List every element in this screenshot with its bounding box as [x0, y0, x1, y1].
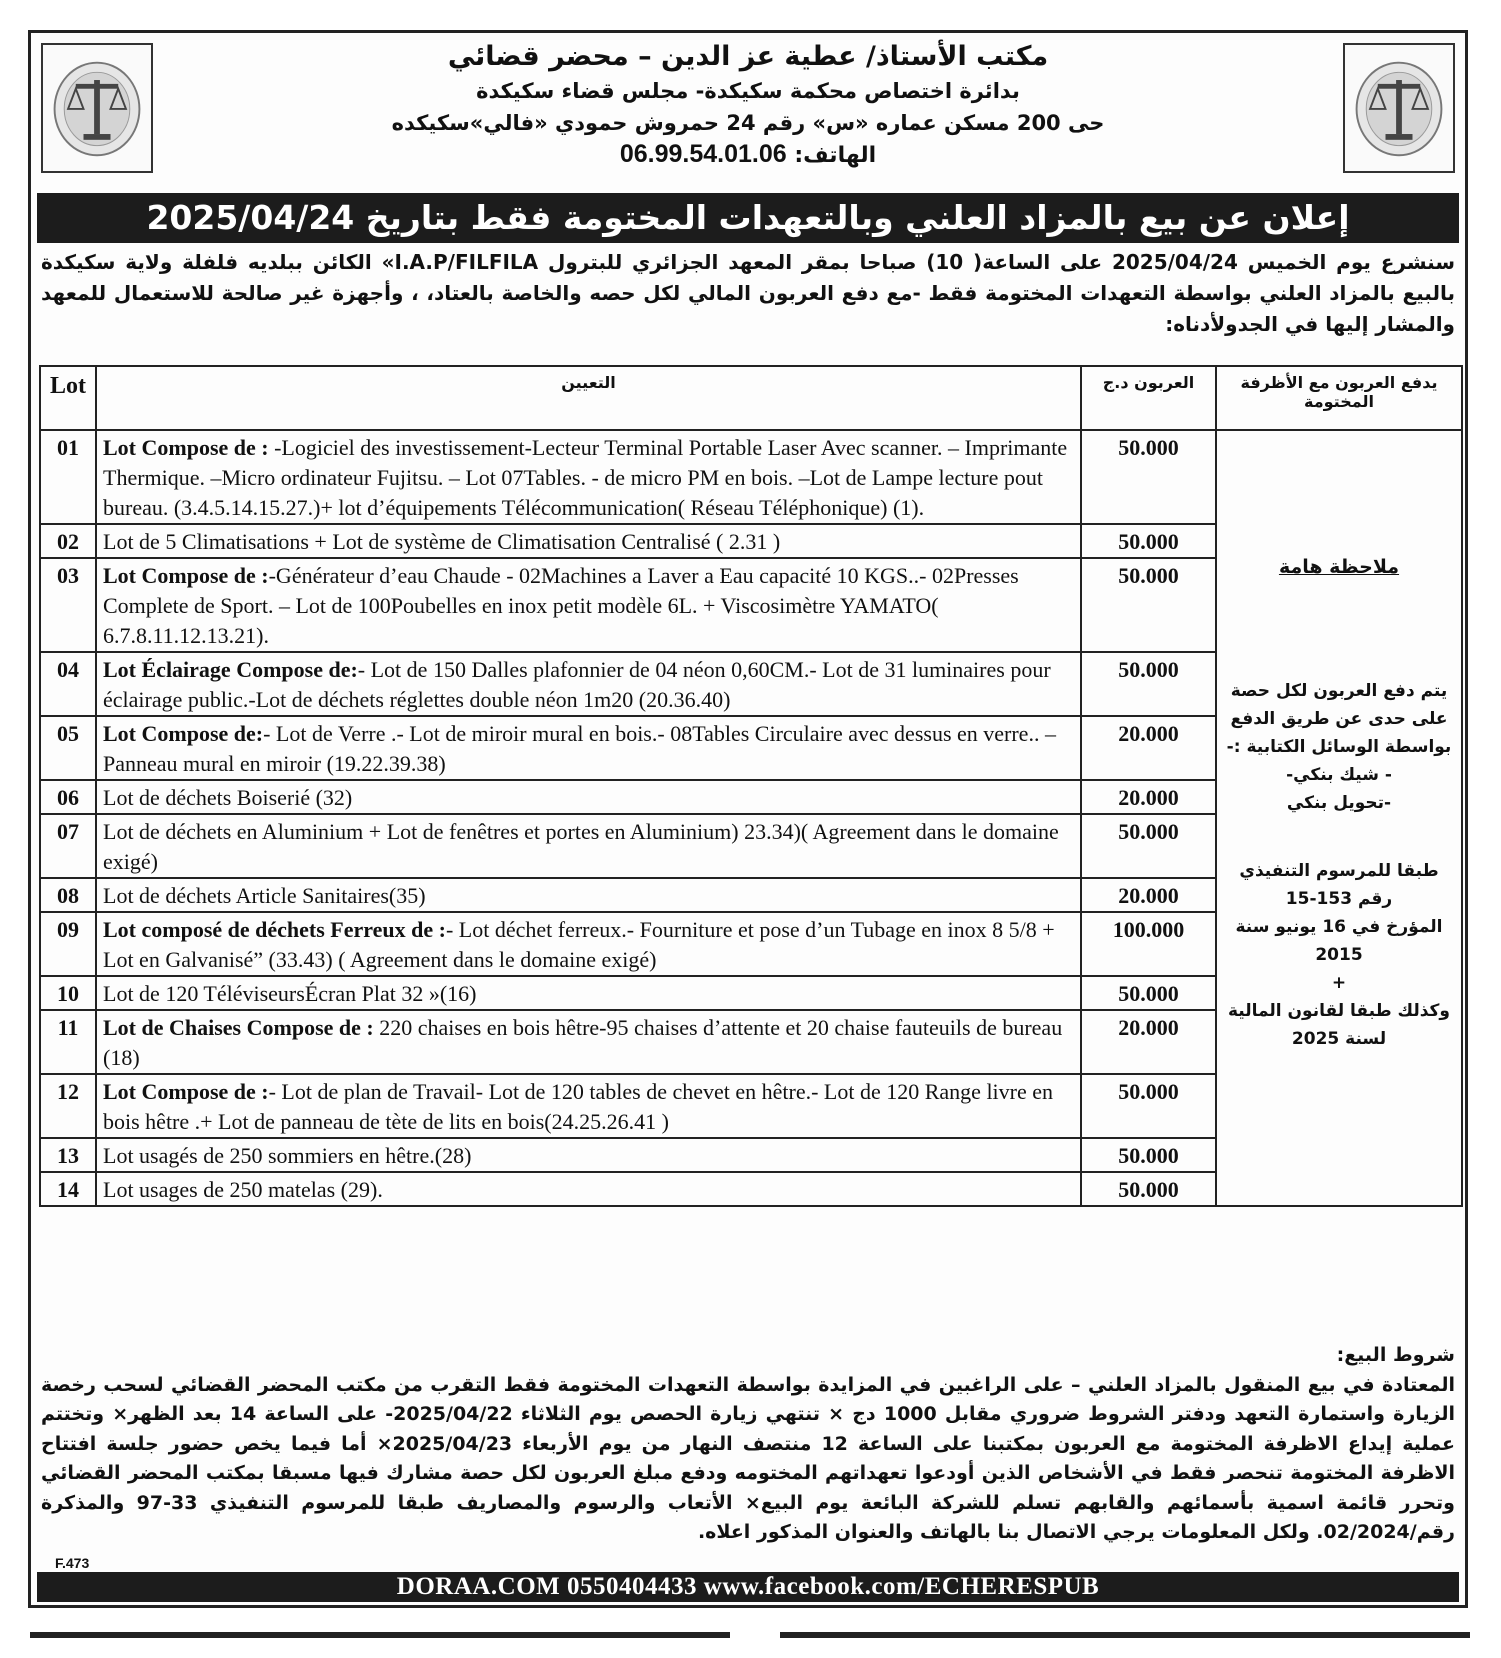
lot-number: 10 [40, 976, 96, 1010]
office-title: مكتب الأستاذ/ عطية عز الدين – محضر قضائي [447, 41, 1049, 72]
lot-description-text: - Lot de Verre .- Lot de miroir mural en bois.- 08Tables Circulaire avec dessus en verre.. –Panneau mural en miroir (19.22.39.38) [103, 721, 1056, 776]
lot-description-bold: Lot Compose de: [103, 721, 264, 746]
lot-deposit: 50.000 [1081, 814, 1216, 878]
lot-deposit: 20.000 [1081, 1010, 1216, 1074]
lot-description-text: -Logiciel des investissement-Lecteur Terminal Portable Laser Avec scanner. – Imprimante Thermique. –Micro ordinateur Fujitsu. – Lot 07Tables. - de micro PM en bois. –Lot de Lampe lecture pout bureau. (3.4.5.14.15.27.)+ lot d’équipements Télécommunication( Réseau Téléphonique) (1). [103, 435, 1068, 520]
lot-description [96, 780, 1081, 814]
phone-label: الهاتف: [794, 143, 877, 168]
lot-description-text: Lot de déchets Boiserié (32) [103, 785, 353, 810]
lot-description [96, 430, 1081, 524]
lot-description-text: - Lot de 150 Dalles plafonnier de 04 néon 0,60CM.- Lot de 31 luminaires pour éclairage public.-Lot de déchets réglettes double néon 1m20 (20.36.40) [103, 657, 1051, 712]
lot-description-text: -Générateur d’eau Chaude - 02Machines a Laver a Eau capacité 10 KGS..- 02Presses Complete de Sport. – Lot de 100Poubelles en inox petit modèle 6L. + Viscosimètre YAMATO( 6.7.8.11.12.13.21). [103, 563, 1019, 648]
office-address: حى 200 مسكن عماره «س» رقم 24 حمروش حمودي «فالي»سكيكده [391, 111, 1105, 135]
lot-deposit: 50.000 [1081, 558, 1216, 652]
intro-paragraph: سنشرع يوم الخميس 2025/04/24 على الساعة( 10) صباحا بمقر المعهد الجزائري للبترول I.A.P/FILFILA» الكائن ببلديه فلفلة ولاية سكيكدة بالبيع بالمزاد العلني بواسطة التعهدات المختومة فقط -مع دفع العربون المالي لكل حصه والخاصة بالعتاد، ، وأجهزة غير صالحة للاستعمال للمعهد والمشار إليها في الجدولأدناه: [41, 250, 1456, 336]
lot-description-bold: Lot Éclairage Compose de: [103, 657, 358, 682]
publisher-footer: DORAA.COM 0550404433 www.facebook.com/ECHERESPUB [37, 1572, 1459, 1602]
lot-description-bold: Lot Compose de : [103, 1079, 269, 1104]
office-phone-line [166, 139, 1330, 171]
lot-description [96, 1074, 1081, 1138]
lot-description-text: Lot de déchets Article Sanitaires(35) [103, 883, 426, 908]
lot-number: 13 [40, 1138, 96, 1172]
lot-number: 03 [40, 558, 96, 652]
header [31, 33, 1465, 185]
lot-number: 07 [40, 814, 96, 878]
lot-number: 02 [40, 524, 96, 558]
office-jurisdiction: بدائرة اختصاص محكمة سكيكدة- مجلس قضاء سكيكدة [476, 79, 1020, 103]
phone-number: 06.99.54.01.06 [619, 140, 787, 168]
table-header-row [40, 366, 1462, 430]
lot-description [96, 1138, 1081, 1172]
lot-number: 11 [40, 1010, 96, 1074]
lot-number: 04 [40, 652, 96, 716]
lot-description-text: Lot de 120 TéléviseursÉcran Plat 32 »(16) [103, 981, 477, 1006]
justice-scales-logo [1343, 43, 1455, 173]
lot-deposit: 20.000 [1081, 716, 1216, 780]
sale-conditions [41, 1341, 1455, 1548]
reference-code: F.473 [55, 1555, 90, 1571]
lot-deposit: 20.000 [1081, 780, 1216, 814]
lot-description-text: Lot usagés de 250 sommiers en hêtre.(28) [103, 1143, 472, 1168]
lot-description-text: 220 chaises en bois hêtre-95 chaises d’attente et 20 chaise fauteuils de bureau (18) [103, 1015, 1063, 1070]
lot-deposit: 50.000 [1081, 1074, 1216, 1138]
justice-scales-logo [41, 43, 153, 173]
conditions-title: شروط البيع: [1336, 1344, 1455, 1366]
header-payment: يدفع العربون مع الأظرفة المختومة [1216, 366, 1462, 430]
lot-number: 08 [40, 878, 96, 912]
note-title: ملاحظة هامة [1278, 556, 1400, 578]
lot-description-text: - Lot de plan de Travail- Lot de 120 tables de chevet en hêtre.- Lot de 120 Range livre en bois hêtre .+ Lot de panneau de tète de lits en bois(24.25.26.41 ) [103, 1079, 1054, 1134]
table-row [40, 430, 1462, 524]
note-line: المؤرخ في 16 يونيو سنة 2015 [1235, 917, 1443, 965]
next-article-border [780, 1632, 1470, 1638]
header-lot: Lot [40, 366, 96, 430]
conditions-text: المعتادة في بيع المنقول بالمزاد العلني – على الراغبين في المزايدة بواسطة التعهدات المختومة فقط التقرب من مكتب المحضر القضائي لسحب رخصة الزيارة واستمارة التعهد ودفتر الشروط ضروري مقابل 1000 دج × تنتهي زيارة الحصص يوم الثلاثاء 2025/04/22- على الساعة 14 بعد الظهر× وتختتم عملية إيداع الاظرفة المختومة مع العربون بمكتبنا على الساعة 12 منتصف النهار من يوم الأربعاء 2025/04/23× أما فيما يخص حضور جلسة افتتاح الاظرفة المختومة تنحصر فقط في الأشخاص الذين أودعوا تعهداتهم المختومه ودفع مبلغ العربون لكل حصة مشارك فيها مسبقا بمكتب المحضر القضائي وتحرر قائمة اسمية بأسمائهم والقابهم تسلم للشركة البائعة يوم البيع× الأتعاب والرسوم والمصاريف طبقا للمرسوم التنفيذي 33-97 والمذكرة رقم/02/2024. ولكل المعلومات يرجي الاتصال بنا بالهاتف والعنوان المذكور اعلاه. [41, 1373, 1456, 1543]
lot-description-text: Lot de 5 Climatisations + Lot de système de Climatisation Centralisé ( 2.31 ) [103, 529, 781, 554]
note-line: يتم دفع العربون لكل حصة على حدى عن طريق الدفع بواسطة الوسائل الكتابية :- [1226, 681, 1452, 757]
lot-description [96, 1172, 1081, 1206]
header-deposit: العربون د.ج [1081, 366, 1216, 430]
lot-number: 05 [40, 716, 96, 780]
lot-deposit: 50.000 [1081, 1172, 1216, 1206]
lot-number: 12 [40, 1074, 96, 1138]
header-designation: التعيين [96, 366, 1081, 430]
lot-description [96, 814, 1081, 878]
lot-description-text: Lot de déchets en Aluminium + Lot de fenêtres et portes en Aluminium) 23.34)( Agreement dans le domaine exigé) [103, 819, 1059, 874]
lot-number: 06 [40, 780, 96, 814]
lot-description [96, 716, 1081, 780]
lot-description [96, 878, 1081, 912]
office-info [166, 39, 1330, 171]
lot-description-text: Lot usages de 250 matelas (29). [103, 1177, 383, 1202]
payment-note [1216, 430, 1462, 1206]
lot-description-text: - Lot déchet ferreux.- Fourniture et pose d’un Tubage en inox 8 5/8 + Lot en Galvanisé” (33.43) ( Agreement dans le domaine exigé) [103, 917, 1055, 972]
lot-description-bold: Lot Compose de : [103, 435, 269, 460]
note-line: + [1331, 973, 1347, 993]
lot-number: 09 [40, 912, 96, 976]
lot-deposit: 50.000 [1081, 1138, 1216, 1172]
lot-description [96, 558, 1081, 652]
note-line: - شيك بنكي- [1286, 765, 1392, 785]
lots-table [39, 365, 1463, 1207]
lot-number: 14 [40, 1172, 96, 1206]
note-line: طبقا للمرسوم التنفيذي رقم 153-15 [1239, 861, 1439, 909]
lot-deposit: 50.000 [1081, 652, 1216, 716]
lot-deposit: 50.000 [1081, 976, 1216, 1010]
announcement-frame [28, 30, 1468, 1608]
lot-number: 01 [40, 430, 96, 524]
lot-description [96, 912, 1081, 976]
announcement-banner: إعلان عن بيع بالمزاد العلني وبالتعهدات المختومة فقط بتاريخ 2025/04/24 [37, 193, 1459, 243]
lot-description-bold: Lot de Chaises Compose de : [103, 1015, 374, 1040]
lot-description [96, 976, 1081, 1010]
lot-deposit: 100.000 [1081, 912, 1216, 976]
lot-description [96, 1010, 1081, 1074]
lot-description [96, 652, 1081, 716]
note-line: -تحويل بنكي [1286, 793, 1392, 813]
lot-description-bold: Lot Compose de : [103, 563, 269, 588]
note-line: وكذلك طبقا لقانون المالية لسنة 2025 [1228, 1001, 1450, 1049]
lot-description [96, 524, 1081, 558]
lot-description-bold: Lot composé de déchets Ferreux de : [103, 917, 446, 942]
lot-deposit: 20.000 [1081, 878, 1216, 912]
lot-deposit: 50.000 [1081, 430, 1216, 524]
lot-deposit: 50.000 [1081, 524, 1216, 558]
next-article-border [30, 1632, 730, 1638]
